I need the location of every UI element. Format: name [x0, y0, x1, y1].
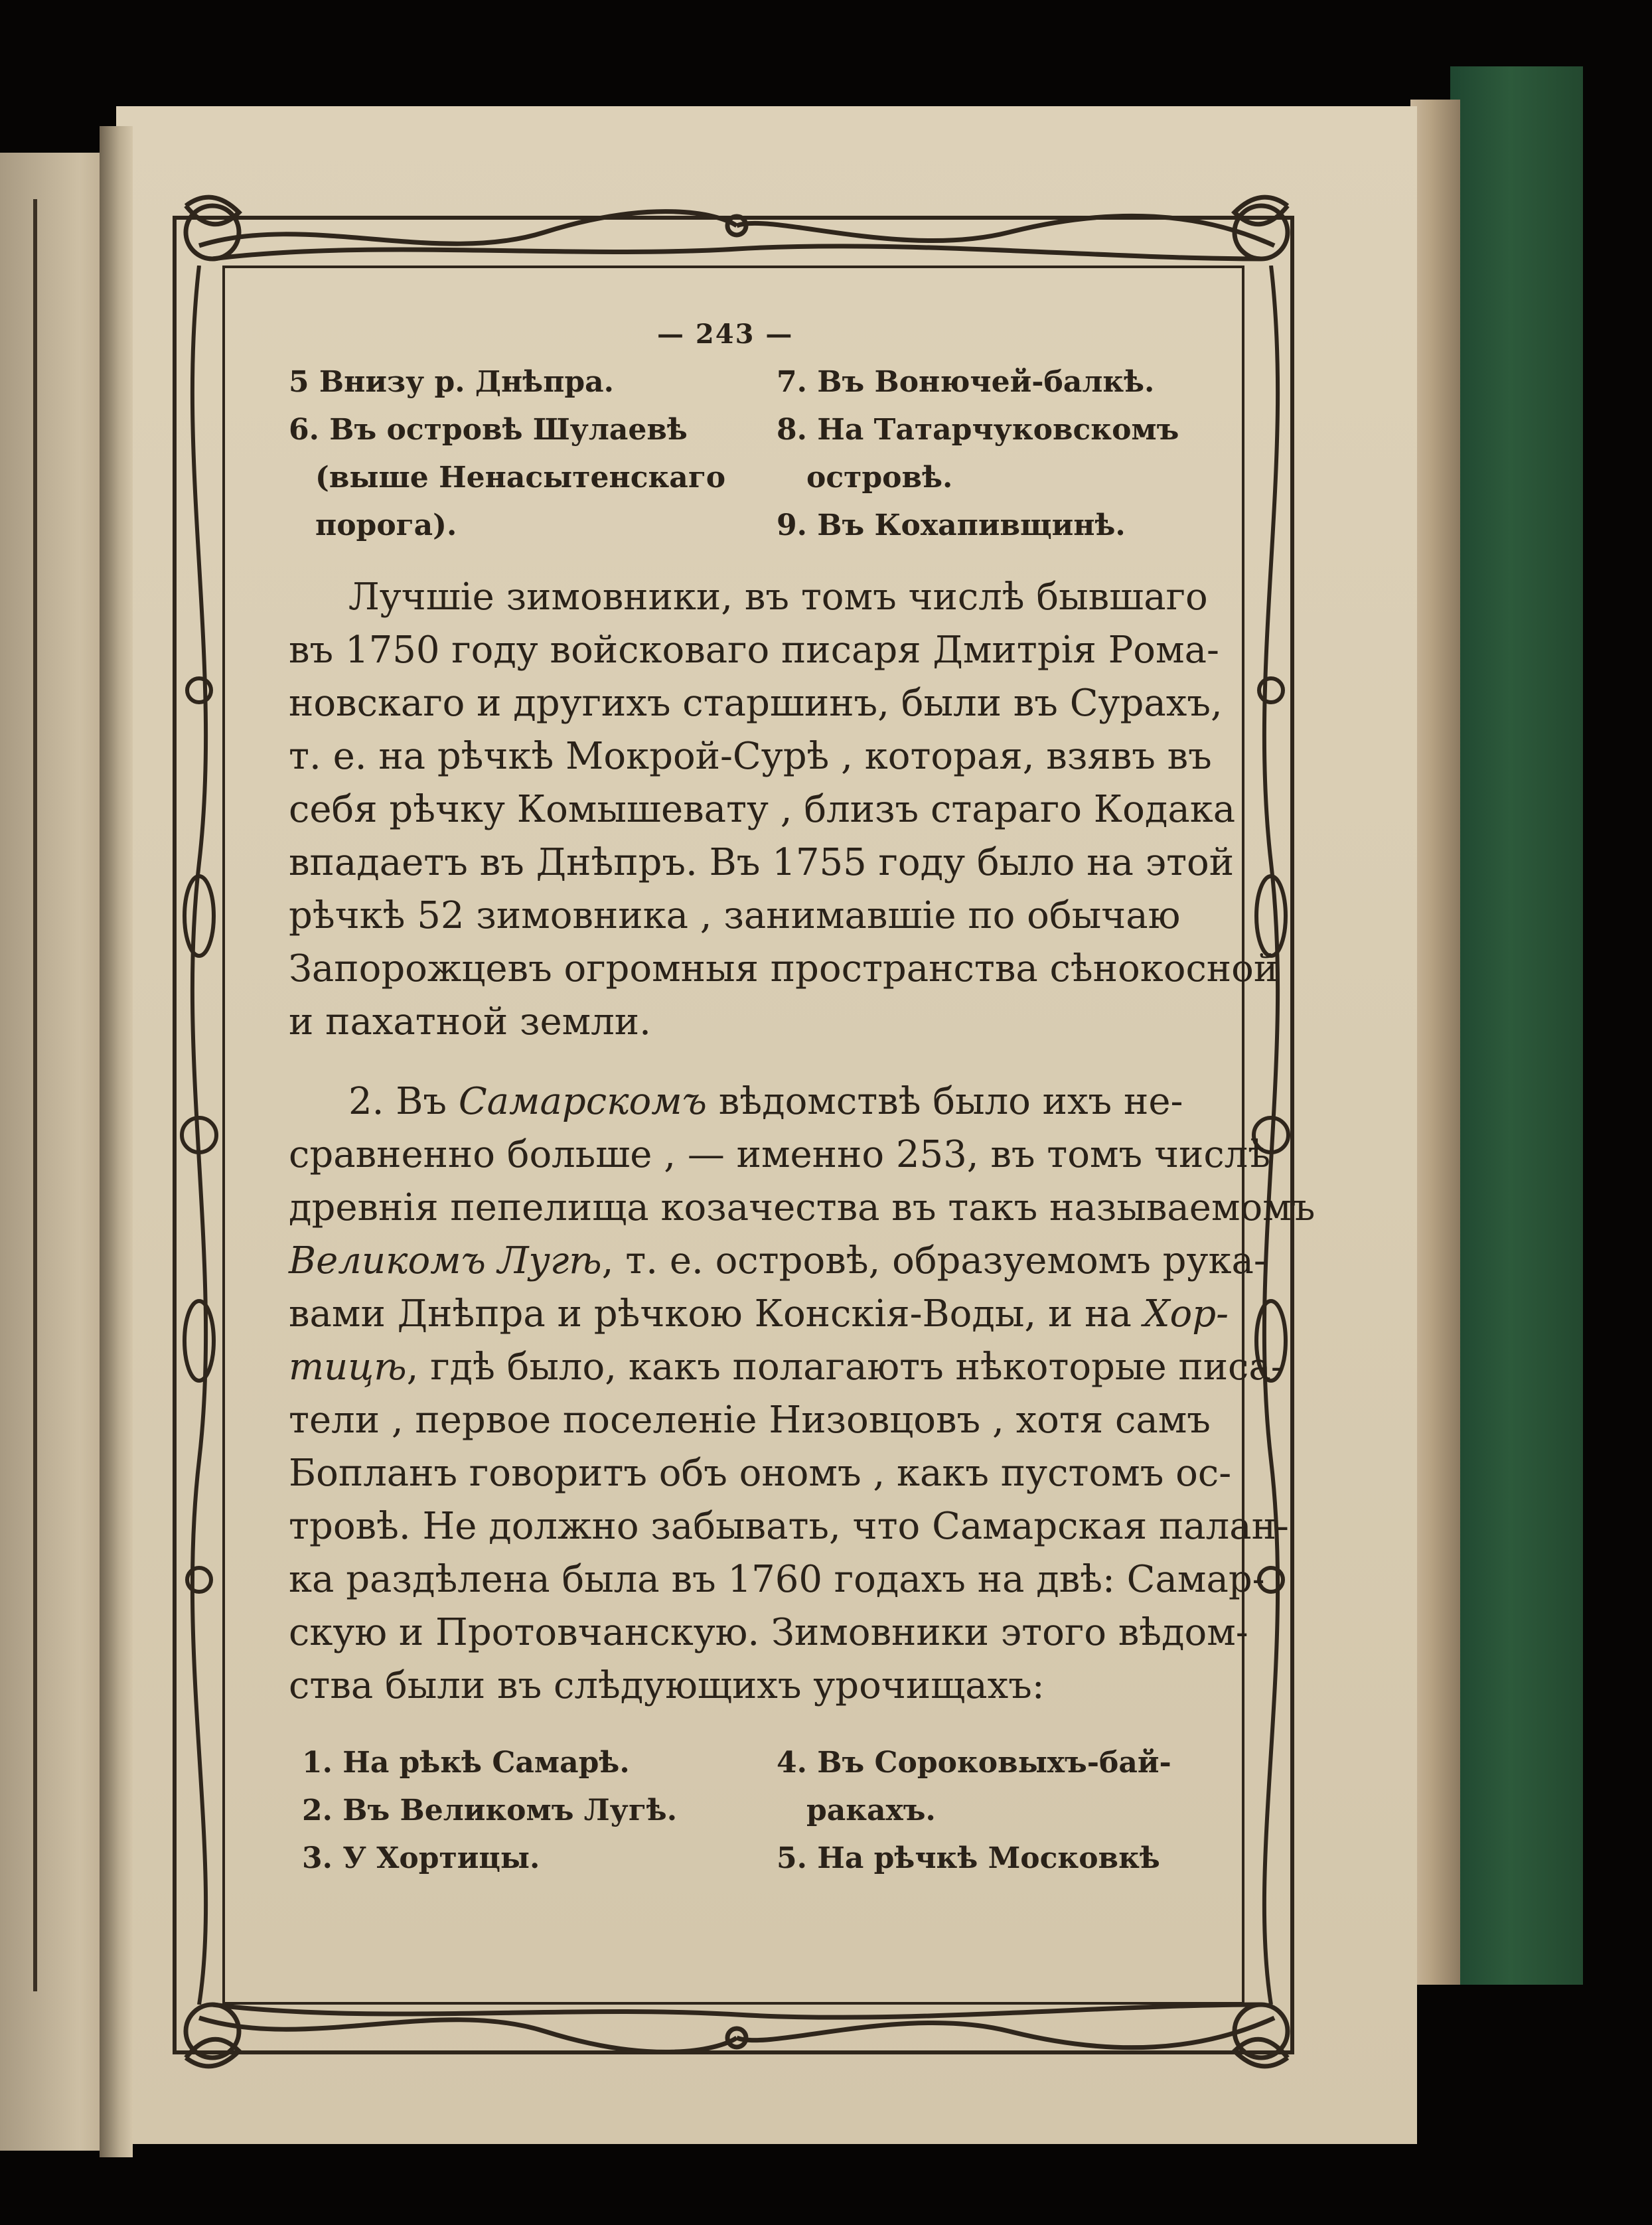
paragraph2-line	[289, 1341, 1284, 1394]
paragraph1-line: въ 1750 году войсковаго писаря Дмитрія Рома-	[289, 629, 1219, 672]
list2-right-item: 5. На рѣчкѣ Московкѣ	[777, 1841, 1160, 1875]
list1-right-item: 8. На Татарчуковскомъ	[777, 413, 1179, 447]
paragraph2-italic-text: Великомъ Лугѣ	[289, 1239, 602, 1282]
paragraph2-italic-text: Самарскомъ	[458, 1080, 707, 1123]
list2-left-item: 2. Въ Великомъ Лугѣ.	[302, 1794, 678, 1827]
list2-left-item: 3. У Хортицы.	[302, 1841, 540, 1875]
paragraph2-line: древнія пепелища козачества въ такъ называемомъ	[289, 1186, 1315, 1229]
paragraph2-text: 2. Въ	[348, 1080, 459, 1123]
paragraph2-line: ка раздѣлена была въ 1760 годахъ на двѣ: Самар-	[289, 1558, 1265, 1601]
paragraph2-line	[289, 1235, 1266, 1288]
paragraph1-line: новскаго и другихъ старшинъ, были въ Сурахъ,	[289, 682, 1223, 725]
paragraph1-line: впадаетъ въ Днѣпръ. Въ 1755 году было на этой	[289, 841, 1235, 884]
paragraph2-text: , гдѣ было, какъ полагаютъ нѣкоторые писа-	[406, 1345, 1284, 1389]
paragraph1-line: себя рѣчку Комышевату , близъ стараго Кодака	[289, 788, 1236, 831]
paragraph2-italic-text: Хор-	[1143, 1292, 1229, 1336]
list1-right-item: 9. Въ Кохапивщинѣ.	[777, 508, 1126, 542]
book-cover	[1450, 66, 1583, 1985]
list2-right-item: ракахъ.	[806, 1794, 936, 1827]
paragraph2-line: сравненно больше , — именно 253, въ томъ числѣ	[289, 1133, 1271, 1176]
paragraph2-line: скую и Протовчанскую. Зимовники этого вѣдом-	[289, 1611, 1248, 1654]
paragraph2-text: вами Днѣпра и рѣчкою Конскія-Воды, и на	[289, 1292, 1144, 1336]
list1-left-item: (выше Ненасытенскаго	[315, 461, 726, 495]
list2-right-item: 4. Въ Сороковыхъ-бай-	[777, 1746, 1171, 1780]
paragraph2-italic-text: тицѣ	[289, 1345, 407, 1389]
left-page-border	[0, 199, 37, 1991]
top-ornament	[173, 186, 1301, 279]
bottom-ornament	[173, 1985, 1301, 2078]
list1-right-item: 7. Въ Вонючей-балкѣ.	[777, 365, 1155, 399]
list1-left-item: порога).	[315, 508, 457, 542]
paragraph1-line: т. е. на рѣчкѣ Мокрой-Сурѣ , которая, взявъ въ	[289, 735, 1212, 778]
page-edges	[1410, 100, 1460, 1985]
paragraph1-line: и пахатной земли.	[289, 1000, 651, 1043]
list1-left-item: 5 Внизу р. Днѣпра.	[289, 365, 614, 399]
list1-left-item: 6. Въ островѣ Шулаевѣ	[289, 413, 688, 447]
paragraph2-line: тровѣ. Не должно забывать, что Самарская палан-	[289, 1505, 1289, 1548]
paragraph2-text: вѣдомствѣ было ихъ не-	[706, 1080, 1183, 1123]
list1-right-item: островѣ.	[806, 461, 953, 495]
left-side-ornament	[169, 266, 229, 2005]
list2-left-item: 1. На рѣкѣ Самарѣ.	[302, 1746, 630, 1780]
paragraph2-line: Бопланъ говоритъ объ ономъ , какъ пустомъ ос-	[289, 1452, 1232, 1495]
book-gutter	[100, 126, 133, 2157]
paragraph1-line: рѣчкѣ 52 зимовника , занимавшіе по обычаю	[289, 894, 1181, 937]
paragraph1-line: Лучшіе зимовники, въ томъ числѣ бывшаго	[348, 575, 1208, 619]
paragraph2-line	[289, 1288, 1229, 1341]
paragraph2-text: , т. е. островѣ, образуемомъ рука-	[601, 1239, 1266, 1282]
paragraph1-line: Запорожцевъ огромныя пространства сѣнокосной	[289, 947, 1279, 990]
paragraph2-line: ства были въ слѣдующихъ урочищахъ:	[289, 1664, 1045, 1707]
paragraph2-line: тели , первое поселеніе Низовцовъ , хотя самъ	[289, 1399, 1211, 1442]
paragraph2-line	[348, 1075, 1183, 1128]
page-number: — 243 —	[657, 319, 794, 350]
